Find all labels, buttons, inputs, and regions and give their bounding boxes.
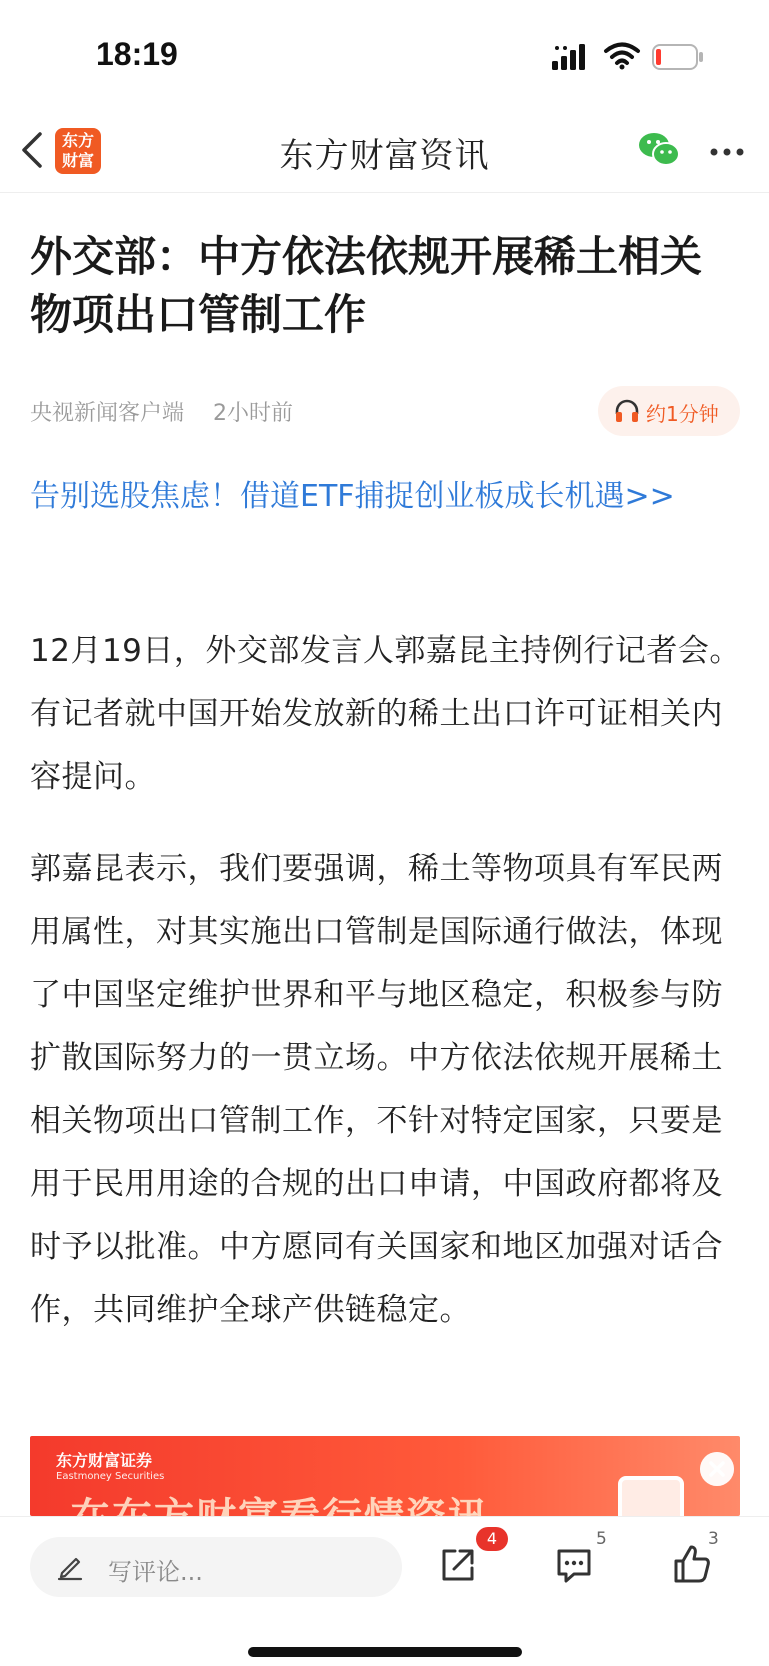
article-time: 2小时前 — [213, 401, 294, 426]
comment-icon[interactable] — [554, 1545, 594, 1585]
wechat-share-icon[interactable] — [638, 130, 680, 168]
status-bar — [0, 0, 769, 110]
share-count-badge: 4 — [476, 1527, 508, 1551]
ad-logo-text: 东方财富证券 — [56, 1451, 153, 1470]
article-title: 外交部：中方依法依规开展稀土相关物项出口管制工作 — [30, 232, 703, 339]
share-icon[interactable] — [438, 1545, 478, 1585]
bottom-action-bar — [0, 1516, 769, 1666]
nav-bar — [0, 110, 769, 193]
battery-icon — [652, 44, 704, 70]
ad-close-icon[interactable] — [700, 1452, 734, 1486]
ad-logo — [56, 1448, 164, 1482]
ad-logo-subtext: Eastmoney Securities — [56, 1471, 165, 1482]
nav-title: 东方财富资讯 — [279, 136, 490, 176]
wifi-icon — [604, 42, 640, 70]
article-source: 央视新闻客户端 — [30, 401, 185, 426]
more-options-icon[interactable] — [710, 148, 744, 156]
like-count: 3 — [708, 1529, 719, 1549]
comment-count: 5 — [596, 1529, 607, 1549]
pencil-icon — [56, 1553, 84, 1581]
article-meta — [30, 396, 315, 427]
comment-placeholder: 写评论... — [108, 1558, 203, 1586]
home-indicator[interactable] — [248, 1647, 522, 1657]
status-time: 18:19 — [96, 36, 178, 72]
promo-link[interactable]: 告别选股焦虑！借道ETF捕捉创业板成长机遇>> — [30, 479, 675, 514]
article-paragraph: 郭嘉昆表示，我们要强调，稀土等物项具有军民两用属性，对其实施出口管制是国际通行做法，体现了中国坚定维护世界和平与地区稳定，积极参与防扩散国际努力的一贯立场。中方依法依规开展稀土相关物项出口管制工作，不针对特定国家，只要是用于民用用途的合规的出口申请，中国政府都将及时予以批准。中方愿同有关国家和地区加强对话合作，共同维护全球产供链稳定。 — [30, 851, 723, 1328]
article-paragraph: 12月19日，外交部发言人郭嘉昆主持例行记者会。有记者就中国开始发放新的稀土出口许可证相关内容提问。 — [30, 633, 741, 795]
app-logo: 东方财富 — [55, 128, 101, 174]
ad-banner[interactable] — [30, 1436, 740, 1516]
listen-audio-button[interactable] — [598, 386, 740, 436]
listen-duration-label: 约1分钟 — [646, 402, 719, 426]
cellular-signal-icon — [552, 44, 592, 70]
headphone-icon — [614, 399, 640, 423]
comment-input[interactable] — [30, 1537, 402, 1597]
thumbs-up-icon[interactable] — [672, 1543, 712, 1585]
